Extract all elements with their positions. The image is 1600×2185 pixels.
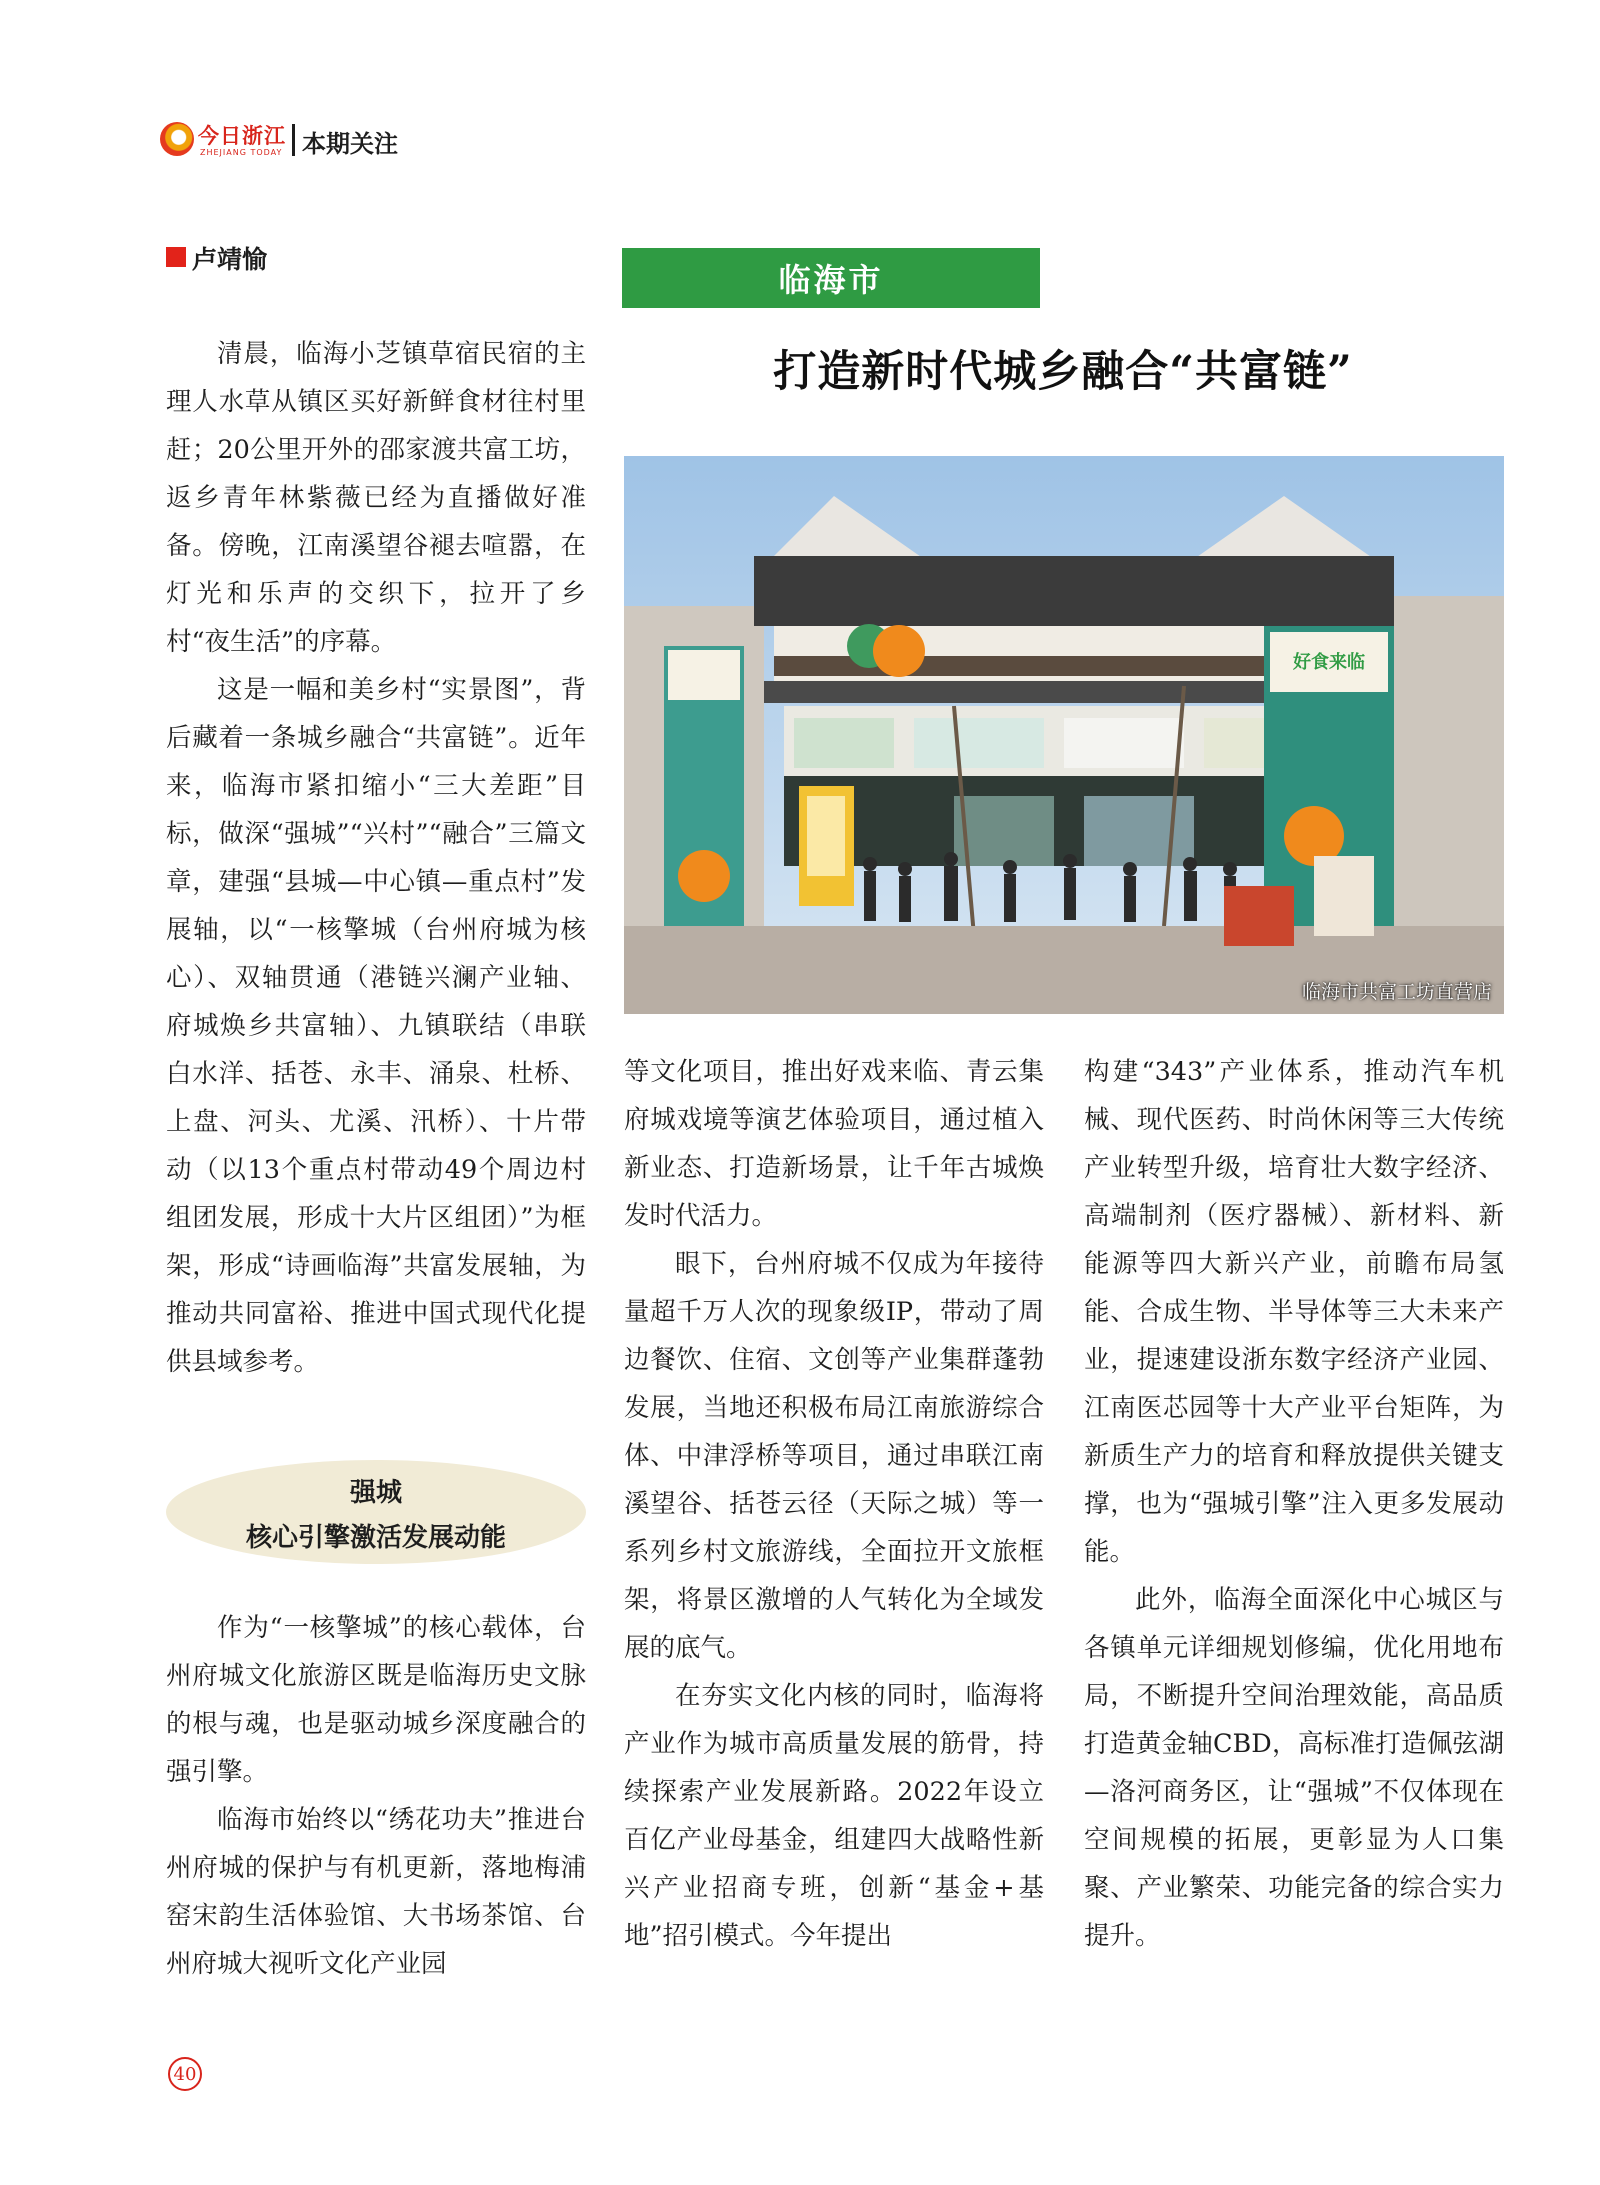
article-photo: [624, 456, 1504, 1014]
author-name: 卢靖愉: [192, 245, 268, 274]
logo-english-text: ZHEJIANG TODAY: [200, 148, 283, 157]
banner-sign-text: 好食来临: [1293, 652, 1365, 673]
storefront-illustration: [624, 456, 1504, 1014]
article-title: 打造新时代城乡融合“共富链”: [773, 347, 1353, 397]
photo-caption: 临海市共富工坊直营店: [1301, 981, 1492, 1003]
text-column-1-continued: [166, 1604, 586, 1988]
byline-marker: [166, 247, 186, 267]
header-divider: [292, 124, 295, 156]
paragraph: 此外，临海全面深化中心城区与各镇单元详细规划修编，优化用地布局，不断提升空间治理效能，高品质打造黄金轴CBD，高标准打造佩弦湖—洛河商务区，让“强城”不仅体现在空间规模的拓展，更彰显为人口集聚、产业繁荣、功能完备的综合实力提升。: [1084, 1585, 1504, 1951]
subheading-line-1: 强城: [349, 1478, 402, 1508]
text-column-1: [166, 330, 586, 1386]
sun-logo-icon: [160, 122, 194, 156]
city-tag: 临海市: [622, 248, 1040, 308]
paragraph: 临海市始终以“绣花功夫”推进台州府城的保护与有机更新，落地梅浦窑宋韵生活体验馆、大书场茶馆、台州府城大视听文化产业园: [166, 1805, 586, 1979]
subheading-line-2: 核心引擎激活发展动能: [245, 1523, 506, 1553]
paragraph: 等文化项目，推出好戏来临、青云集府城戏境等演艺体验项目，通过植入新业态、打造新场景，让千年古城焕发时代活力。: [624, 1057, 1044, 1231]
text-column-3: [1084, 1048, 1504, 1960]
logo-chinese-text: 今日浙江: [198, 124, 286, 148]
section-title: 本期关注: [302, 130, 398, 158]
paragraph: 清晨，临海小芝镇草宿民宿的主理人水草从镇区买好新鲜食材往村里赶；20公里开外的邵家渡共富工坊，返乡青年林紫薇已经为直播做好准备。傍晚，江南溪望谷褪去喧嚣，在灯光和乐声的交织下，拉开了乡村“夜生活”的序幕。: [166, 339, 586, 657]
text-column-2: [624, 1048, 1044, 1960]
paragraph: 构建“343”产业体系，推动汽车机械、现代医药、时尚休闲等三大传统产业转型升级，培育壮大数字经济、高端制剂（医疗器械）、新材料、新能源等四大新兴产业，前瞻布局氢能、合成生物、半导体等三大未来产业，提速建设浙东数字经济产业园、江南医芯园等十大产业平台矩阵，为新质生产力的培育和释放提供关键支撑，也为“强城引擎”注入更多发展动能。: [1084, 1057, 1504, 1567]
paragraph: 作为“一核擎城”的核心载体，台州府城文化旅游区既是临海历史文脉的根与魂，也是驱动城乡深度融合的强引擎。: [166, 1613, 586, 1787]
subheading-pill: [166, 1460, 586, 1564]
page-number: 40: [168, 2057, 202, 2091]
magazine-logo: [160, 118, 290, 162]
paragraph: 眼下，台州府城不仅成为年接待量超千万人次的现象级IP，带动了周边餐饮、住宿、文创等产业集群蓬勃发展，当地还积极布局江南旅游综合体、中津浮桥等项目，通过串联江南溪望谷、括苍云径（天际之城）等一系列乡村文旅游线，全面拉开文旅框架，将景区激增的人气转化为全域发展的底气。: [624, 1249, 1044, 1663]
paragraph: 在夯实文化内核的同时，临海将产业作为城市高质量发展的筋骨，持续探索产业发展新路。2022年设立百亿产业母基金，组建四大战略性新兴产业招商专班，创新“基金+基地”招引模式。今年提出: [624, 1681, 1044, 1951]
paragraph: 这是一幅和美乡村“实景图”，背后藏着一条城乡融合“共富链”。近年来，临海市紧扣缩小“三大差距”目标，做深“强城”“兴村”“融合”三篇文章，建强“县城—中心镇—重点村”发展轴，以“一核擎城（台州府城为核心）、双轴贯通（港链兴澜产业轴、府城焕乡共富轴）、九镇联结（串联白水洋、括苍、永丰、涌泉、杜桥、上盘、河头、尤溪、汛桥）、十片带动（以13个重点村带动49个周边村组团发展，形成十大片区组团）”为框架，形成“诗画临海”共富发展轴，为推动共同富裕、推进中国式现代化提供县域参考。: [166, 675, 586, 1377]
